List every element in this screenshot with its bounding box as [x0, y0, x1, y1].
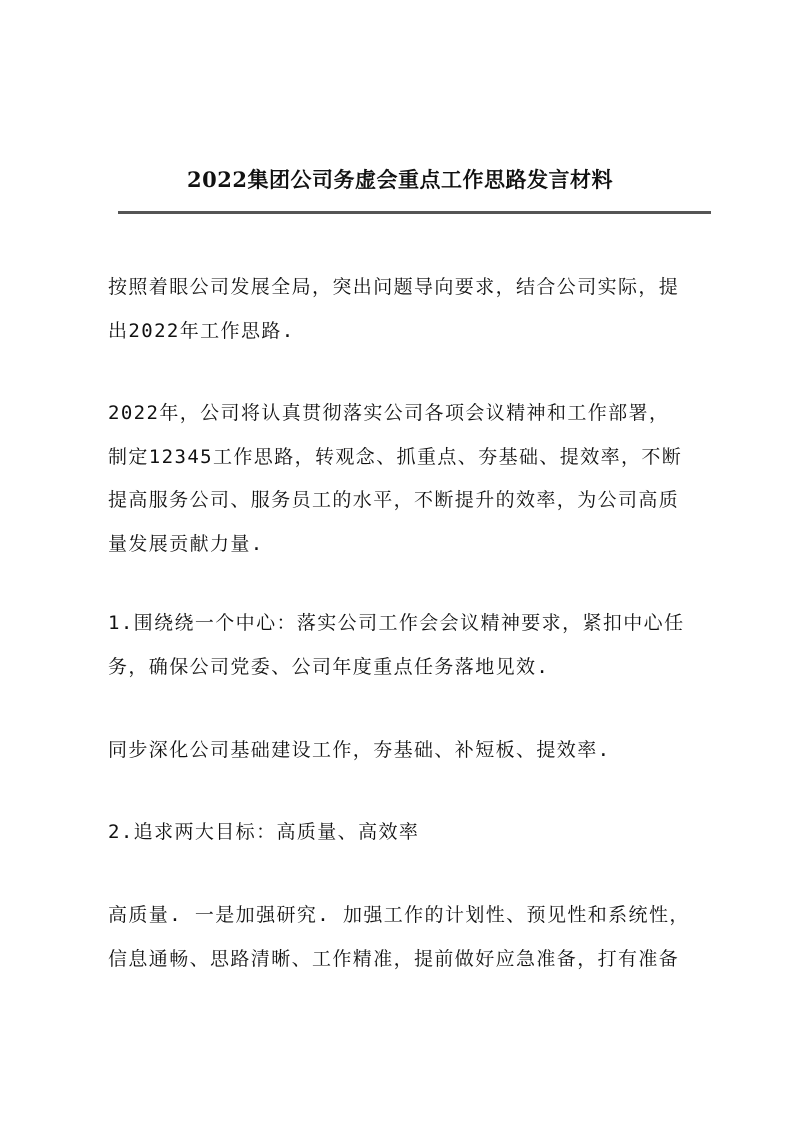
paragraph-foundation	[108, 729, 718, 773]
text-line: 提高服务公司、服务员工的水平，不断提升的效率，为公司高质	[108, 489, 680, 511]
text-line: 2.追求两大目标：高质量、高效率	[108, 821, 420, 843]
title-underline	[118, 211, 711, 214]
text-line: 按照着眼公司发展全局，突出问题导向要求，结合公司实际，提	[108, 276, 680, 298]
text-line: 信息通畅、思路清晰、工作精准，提前做好应急准备，打有准备	[108, 947, 680, 970]
text-line: 2022年，公司将认真贯彻落实公司各项会议精神和工作部署，	[108, 402, 670, 424]
text-line: 1.围绕绕一个中心：落实公司工作会会议精神要求，紧扣中心任	[108, 612, 685, 634]
paragraph-intro	[108, 266, 718, 353]
text-line: 同步深化公司基础建设工作，夯基础、补短板、提效率.	[108, 739, 611, 761]
text-line: 务，确保公司党委、公司年度重点任务落地见效.	[108, 655, 550, 678]
paragraph-2022-plan	[108, 392, 718, 566]
text-line: 高质量. 一是加强研究. 加强工作的计划性、预见性和系统性，	[108, 904, 690, 926]
paragraph-item-2	[108, 811, 718, 855]
document-title: 2022集团公司务虚会重点工作思路发言材料	[187, 167, 613, 192]
paragraph-high-quality	[108, 894, 718, 981]
paragraph-item-1	[108, 602, 718, 689]
text-line: 量发展贡献力量.	[108, 532, 264, 555]
text-line: 制定12345工作思路，转观念、抓重点、夯基础、提效率，不断	[108, 445, 683, 468]
text-line: 出2022年工作思路.	[108, 319, 295, 342]
